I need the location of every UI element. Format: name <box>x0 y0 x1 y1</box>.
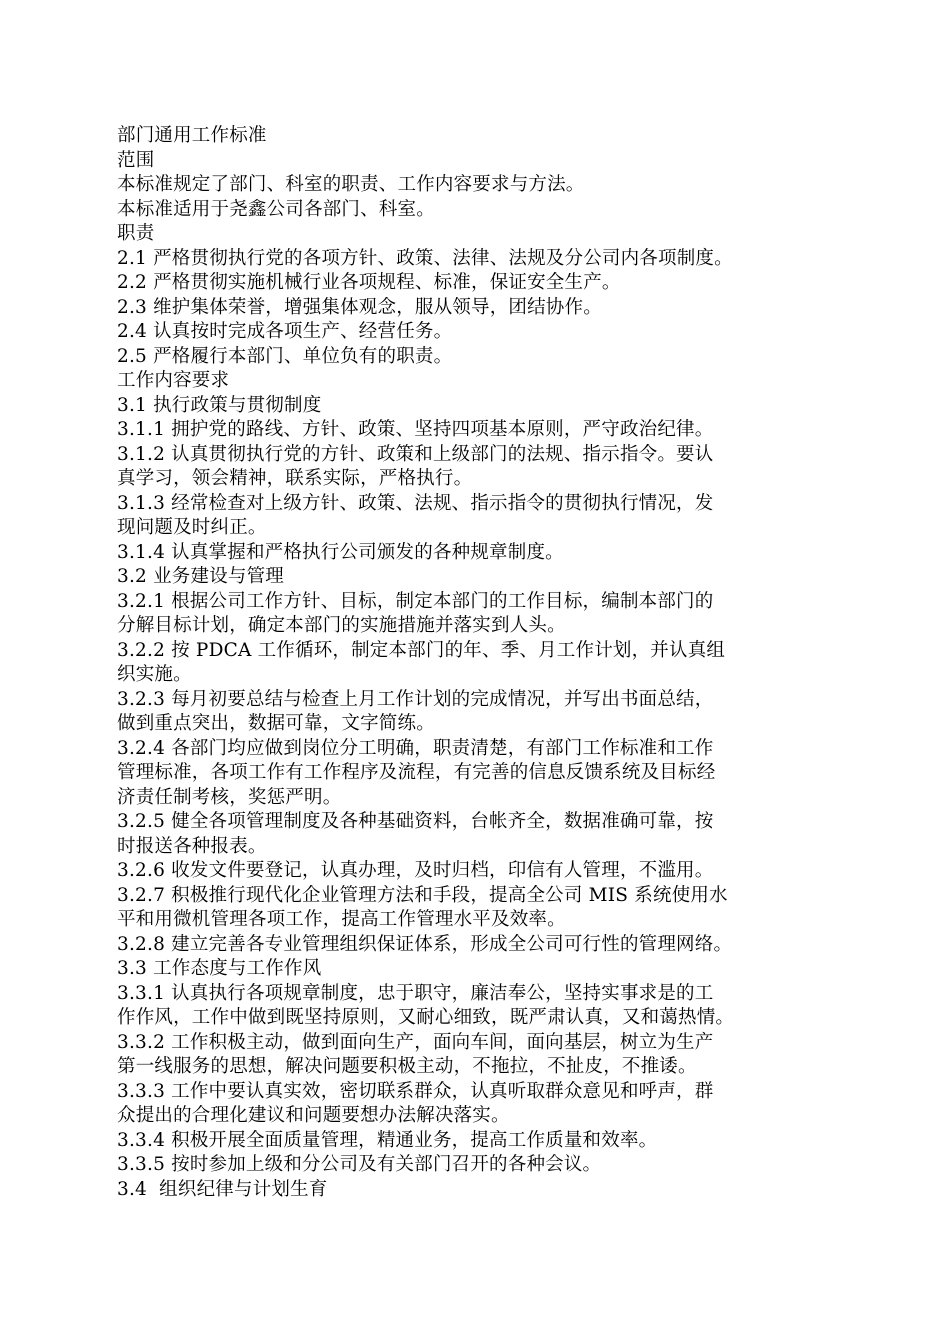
text-line: 2.2 严格贯彻实施机械行业各项规程、标准，保证安全生产。 <box>117 272 621 293</box>
text-line: 3.2.8 建立完善各专业管理组织保证体系，形成全公司可行性的管理网络。 <box>117 933 733 955</box>
section-heading-requirements: 工作内容要求 <box>117 370 230 391</box>
text-line: 本标准适用于尧鑫公司各部门、科室。 <box>117 198 435 220</box>
text-line: 第一线服务的思想，解决问题要积极主动，不拖拉，不扯皮，不推诿。 <box>117 1056 697 1077</box>
text-line: 3.2.7 积极推行现代化企业管理方法和手段，提高全公司 MIS 系统使用水 <box>117 884 728 906</box>
subsection-heading: 3.1 执行政策与贯彻制度 <box>117 394 322 416</box>
text-line: 3.3.1 认真执行各项规章制度，忠于职守，廉洁奉公，坚持实事求是的工 <box>117 982 714 1004</box>
subsection-heading: 3.3 工作态度与工作作风 <box>117 958 322 979</box>
text-line: 众提出的合理化建议和问题要想办法解决落实。 <box>117 1105 510 1126</box>
text-line: 2.1 严格贯彻执行党的各项方针、政策、法律、法规及分公司内各项制度。 <box>117 247 733 269</box>
text-line: 3.2.6 收发文件要登记，认真办理，及时归档，印信有人管理，不滥用。 <box>117 860 714 881</box>
text-line: 管理标准，各项工作有工作程序及流程，有完善的信息反馈系统及目标经 <box>117 762 716 783</box>
text-line: 3.1.2 认真贯彻执行党的方针、政策和上级部门的法规、指示指令。要认 <box>117 443 714 465</box>
text-line: 3.1.3 经常检查对上级方针、政策、法规、指示指令的贯彻执行情况，发 <box>117 492 714 514</box>
text-line: 织实施。 <box>117 664 192 685</box>
text-line: 时报送各种报表。 <box>117 835 267 857</box>
subsection-heading: 3.2 业务建设与管理 <box>117 566 285 587</box>
section-heading-duties: 职责 <box>117 223 155 244</box>
document-body <box>117 124 837 1202</box>
text-line: 真学习，领会精神，联系实际，严格执行。 <box>117 468 473 489</box>
text-line: 3.3.5 按时参加上级和分公司及有关部门召开的各种会议。 <box>117 1154 602 1175</box>
text-line: 3.2.3 每月初要总结与检查上月工作计划的完成情况，并写出书面总结， <box>117 688 714 710</box>
text-line: 3.2.5 健全各项管理制度及各种基础资料，台帐齐全，数据准确可靠，按 <box>117 811 714 832</box>
text-line: 本标准规定了部门、科室的职责、工作内容要求与方法。 <box>117 174 585 195</box>
section-heading-scope: 范围 <box>117 149 155 171</box>
text-line: 2.5 严格履行本部门、单位负有的职责。 <box>117 345 453 367</box>
text-line: 3.3.3 工作中要认真实效，密切联系群众，认真听取群众意见和呼声，群 <box>117 1080 714 1102</box>
text-line: 现问题及时纠正。 <box>117 517 267 538</box>
text-line: 2.3 维护集体荣誉，增强集体观念，服从领导，团结协作。 <box>117 296 602 318</box>
text-line: 平和用微机管理各项工作，提高工作管理水平及效率。 <box>117 909 566 930</box>
text-line: 3.1.1 拥护党的路线、方针、政策、坚持四项基本原则，严守政治纪律。 <box>117 419 714 440</box>
text-line: 2.4 认真按时完成各项生产、经营任务。 <box>117 321 453 342</box>
text-line: 3.2.4 各部门均应做到岗位分工明确，职责清楚，有部门工作标准和工作 <box>117 737 714 759</box>
text-line: 3.3.2 工作积极主动，做到面向生产，面向车间，面向基层，树立为生产 <box>117 1031 714 1053</box>
text-line: 3.2.2 按 PDCA 工作循环，制定本部门的年、季、月工作计划，并认真组 <box>117 639 726 661</box>
text-line: 3.2.1 根据公司工作方针、目标，制定本部门的工作目标，编制本部门的 <box>117 590 714 612</box>
subsection-heading: 3.4 组织纪律与计划生育 <box>117 1178 328 1200</box>
text-line: 3.1.4 认真掌握和严格执行公司颁发的各种规章制度。 <box>117 541 564 563</box>
document-title: 部门通用工作标准 <box>117 125 267 146</box>
text-line: 做到重点突出，数据可靠，文字简练。 <box>117 713 435 734</box>
text-line: 作作风，工作中做到既坚持原则，又耐心细致，既严肃认真，又和蔼热情。 <box>117 1007 735 1028</box>
text-line: 济责任制考核，奖惩严明。 <box>117 786 342 808</box>
text-line: 3.3.4 积极开展全面质量管理，精通业务，提高工作质量和效率。 <box>117 1129 658 1151</box>
text-line: 分解目标计划，确定本部门的实施措施并落实到人头。 <box>117 615 566 636</box>
